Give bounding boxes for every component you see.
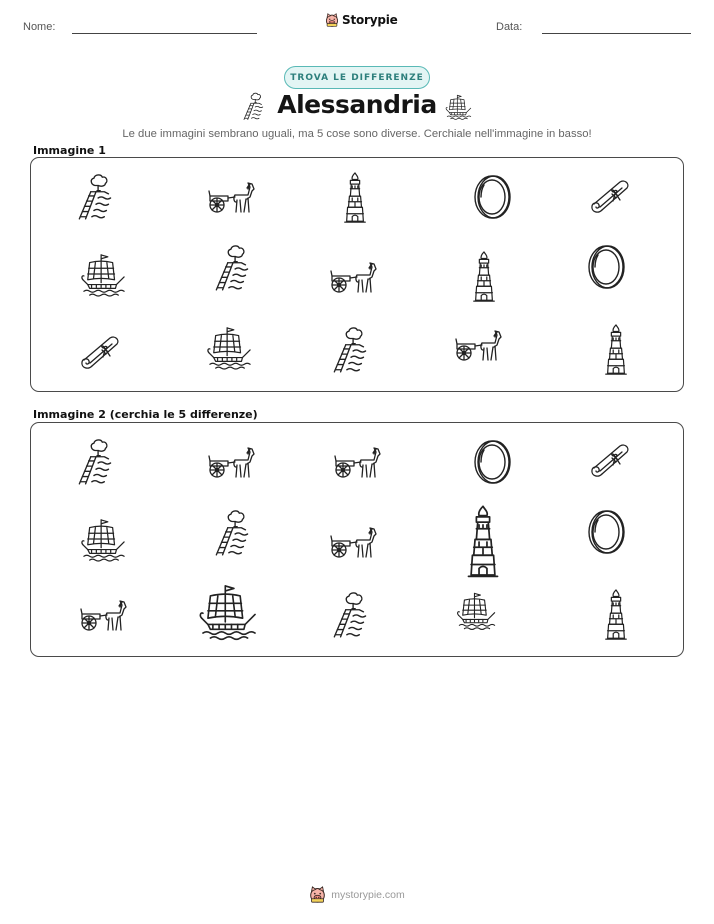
image2-panel xyxy=(30,422,684,657)
instructions: Le due immagini sembrano uguali, ma 5 cose sono diverse. Cerchiale nell'immagine in basso! xyxy=(122,128,592,140)
horse-cart-icon xyxy=(206,445,256,481)
ship-icon xyxy=(198,583,260,641)
coin-icon xyxy=(585,508,629,556)
brand-name: Storypie xyxy=(342,13,398,27)
coast-icon xyxy=(75,438,117,488)
ship-icon xyxy=(80,518,128,562)
coast-icon xyxy=(330,326,372,376)
lighthouse-icon xyxy=(602,589,630,641)
horse-cart-icon xyxy=(78,598,128,634)
ship-icon xyxy=(456,591,498,631)
image2-label: Immagine 2 (cerchia le 5 differenze) xyxy=(33,408,258,421)
horse-cart-icon xyxy=(328,525,378,561)
coin-icon xyxy=(471,173,515,221)
coin-icon xyxy=(471,438,515,486)
coast-icon xyxy=(212,509,254,559)
image1-panel xyxy=(30,157,684,392)
coast-icon xyxy=(212,244,254,294)
scroll-icon xyxy=(588,176,634,216)
horse-cart-icon xyxy=(328,260,378,296)
pig-logo-icon xyxy=(309,886,326,903)
lighthouse-icon xyxy=(341,172,369,224)
horse-cart-icon xyxy=(206,180,256,216)
lighthouse-icon xyxy=(602,324,630,376)
ship-icon xyxy=(206,326,254,370)
footer xyxy=(0,886,714,903)
image1-label: Immagine 1 xyxy=(33,144,106,157)
horse-cart-icon xyxy=(332,445,382,481)
lighthouse-icon xyxy=(470,251,498,303)
horse-cart-icon xyxy=(453,328,503,364)
scroll-icon xyxy=(588,439,634,481)
brand xyxy=(325,13,398,27)
footer-link[interactable]: mystorypie.com xyxy=(331,888,405,901)
activity-badge: TROVA LE DIFFERENZE xyxy=(284,66,430,89)
page-title: Alessandria xyxy=(277,90,437,119)
date-input-line[interactable] xyxy=(542,33,691,34)
ship-icon xyxy=(80,253,128,297)
ship-icon xyxy=(445,94,473,120)
name-input-line[interactable] xyxy=(72,33,257,34)
coin-icon xyxy=(585,243,629,291)
lighthouse-icon xyxy=(464,505,502,579)
pig-logo-icon xyxy=(325,13,339,27)
coast-icon xyxy=(330,591,372,641)
name-label: Nome: xyxy=(23,21,56,33)
date-label: Data: xyxy=(496,21,523,33)
coast-icon xyxy=(75,173,117,223)
scroll-icon xyxy=(78,328,124,376)
